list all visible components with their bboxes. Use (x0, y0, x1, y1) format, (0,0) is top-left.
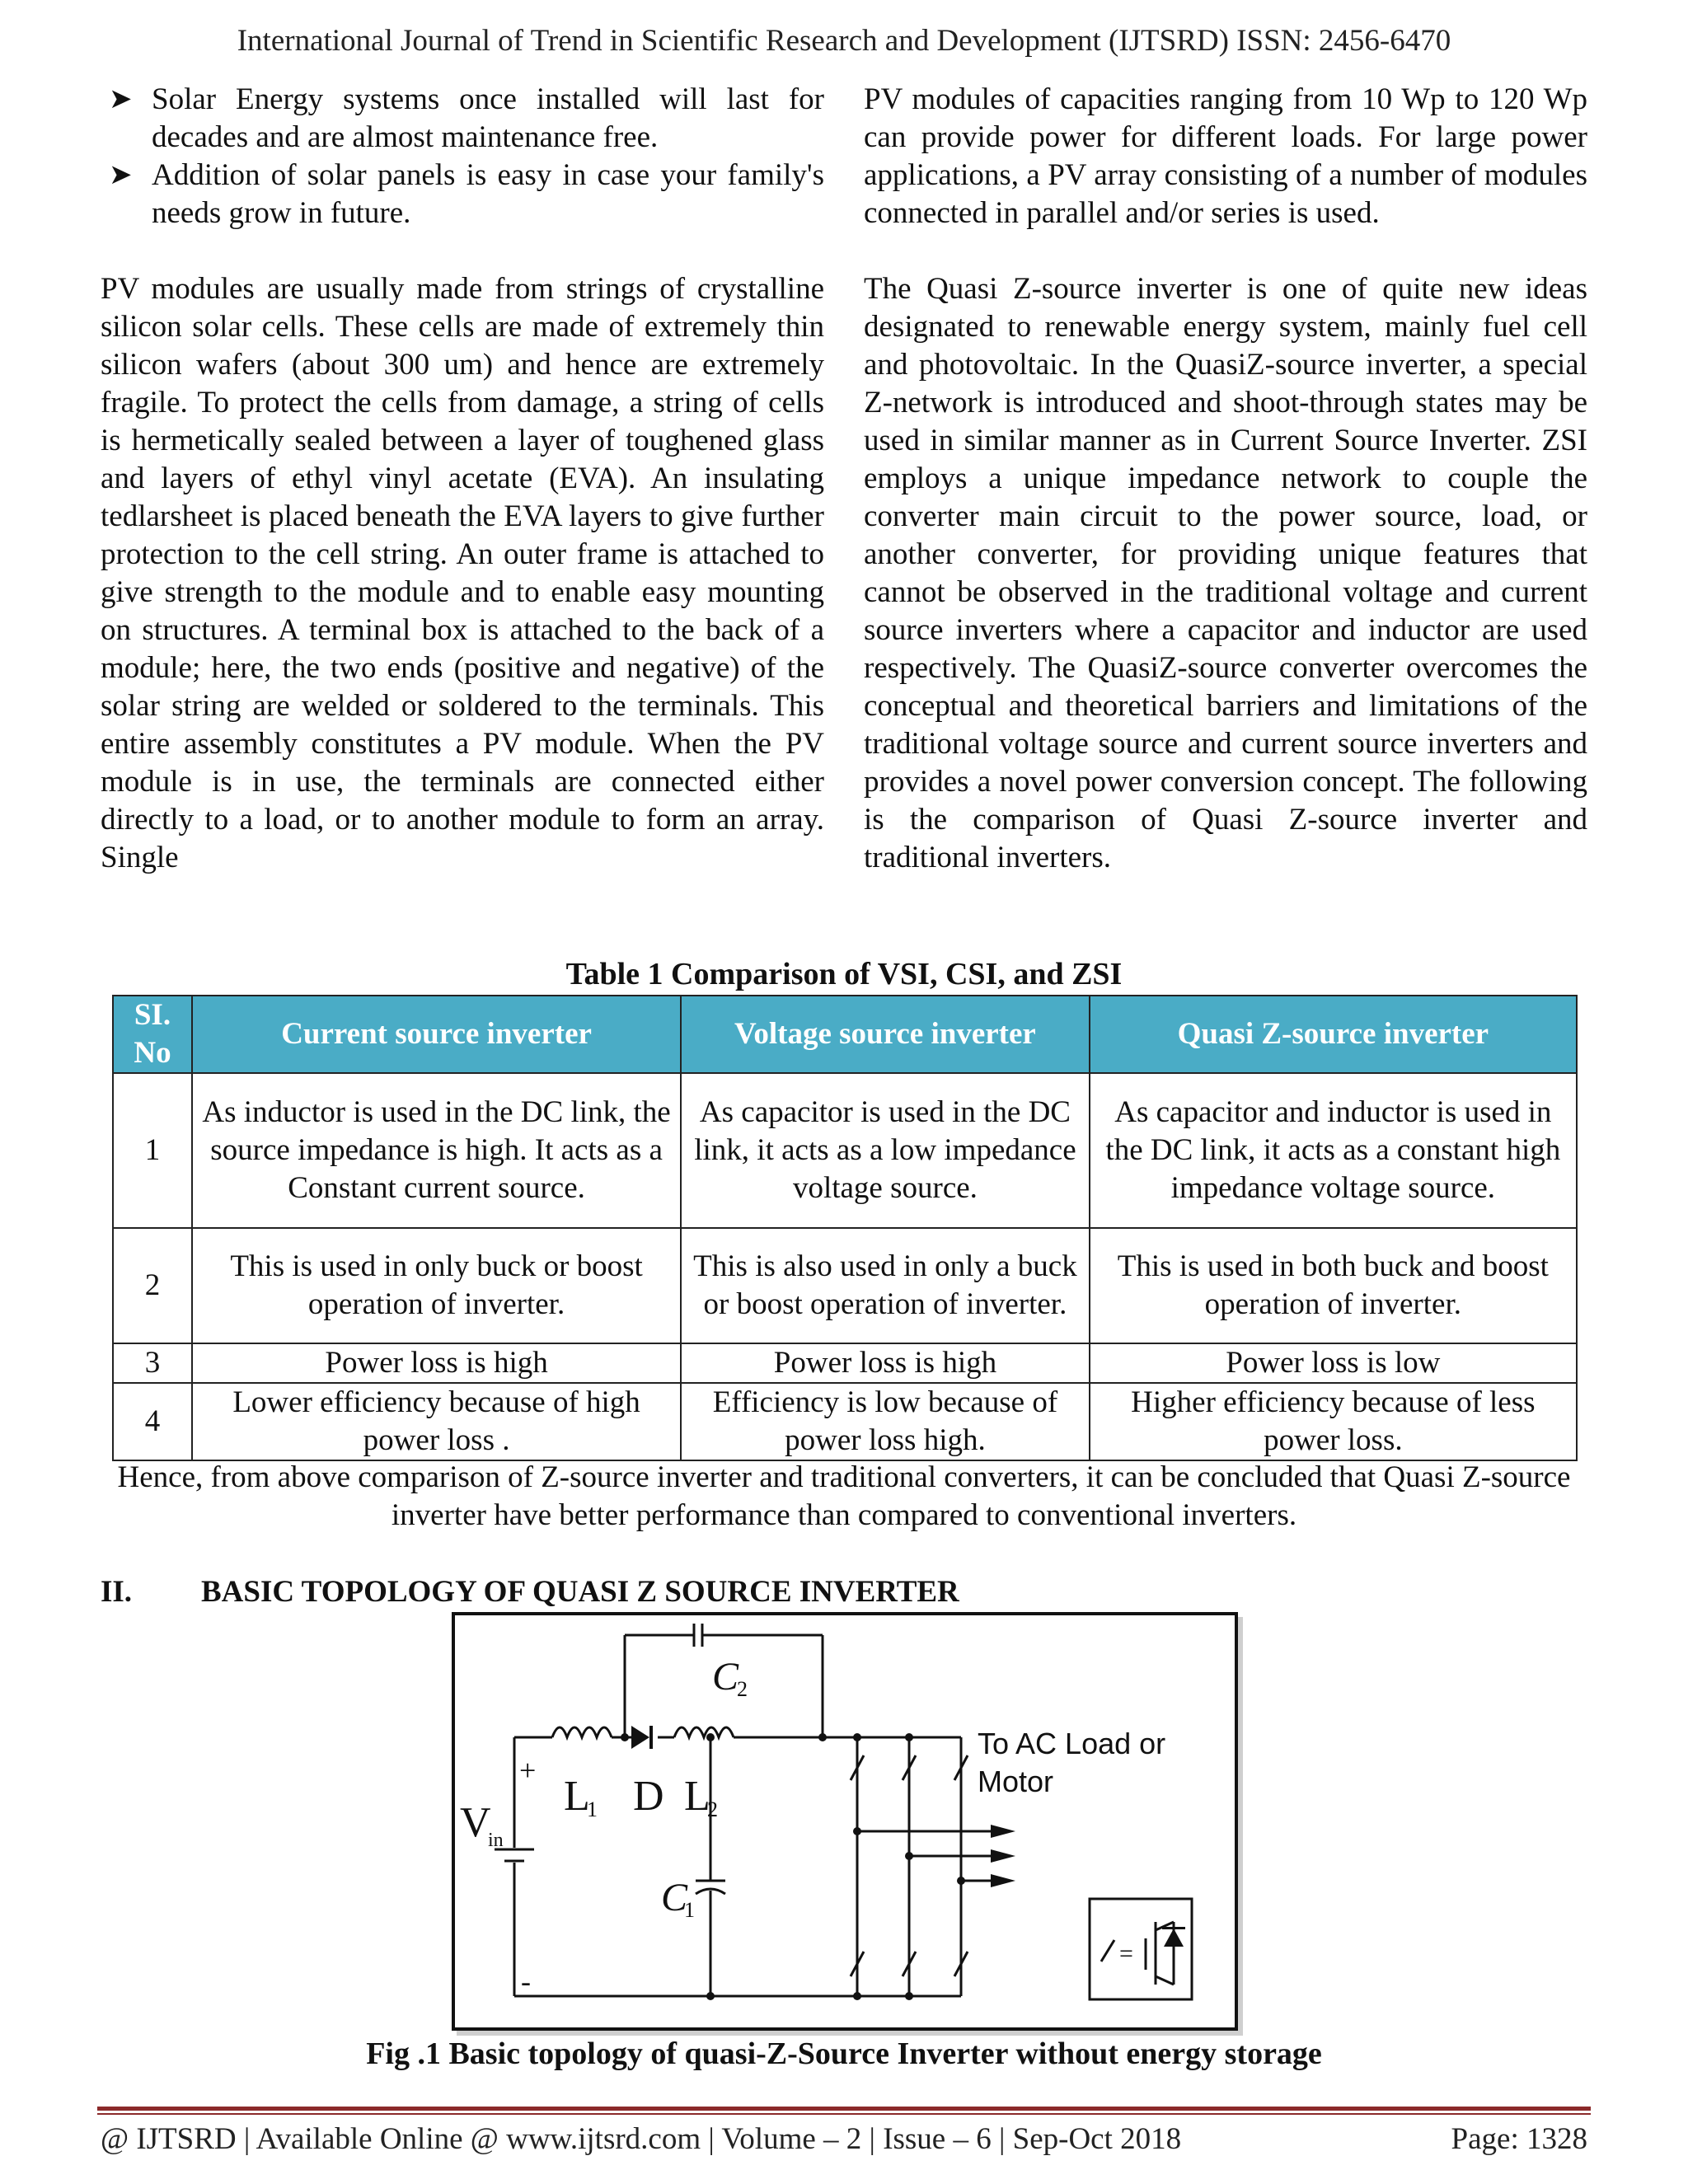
right-column (864, 81, 1587, 877)
footer-citation: @ IJTSRD | Available Online @ www.ijtsrd.com | Volume – 2 | Issue – 6 | Sep-Oct 2018 (101, 2122, 1182, 2156)
table-cell: 2 (113, 1228, 192, 1343)
table-cell: 1 (113, 1073, 192, 1228)
bullet-list (101, 81, 824, 232)
c1-label: C (661, 1876, 688, 1919)
c1-subscript: 1 (684, 1898, 695, 1922)
table-row (113, 1383, 1577, 1460)
table-caption: Table 1 Comparison of VSI, CSI, and ZSI (565, 957, 1123, 991)
table-row (113, 1343, 1577, 1383)
table-cell: As inductor is used in the DC link, the source impedance is high. It acts as a Constant current source. (192, 1073, 681, 1228)
diode-label: D (633, 1773, 664, 1820)
page-footer (101, 2121, 1587, 2157)
l2-label: L (684, 1773, 710, 1820)
vin-label: V (460, 1799, 491, 1846)
figure-caption: Fig .1 Basic topology of quasi-Z-Source Inverter without energy storage (366, 2036, 1322, 2071)
bullet-text: Addition of solar panels is easy in case your family's needs grow in future. (152, 158, 824, 230)
l1-label: L (564, 1773, 590, 1820)
footer-rule-thin (97, 2113, 1591, 2115)
header-csi: Current source inverter (192, 996, 681, 1073)
table-cell: 3 (113, 1343, 192, 1383)
arrow-bullet-icon: ➤ (109, 84, 133, 115)
table-row (113, 1228, 1577, 1343)
section-heading (101, 1574, 959, 1610)
pv-capacity-paragraph: PV modules of capacities ranging from 10 Wp to 120 Wp can provide power for different loads. For large power applications, a PV array consisting of a number of modules connected in parallel and/or series is used. (864, 82, 1587, 230)
pv-modules-paragraph: PV modules are usually made from strings of crystalline silicon solar cells. These cells are made of extremely thin silicon wafers (about 300 um) and hence are extremely fragile. To protect the cells from damage, a string of cells is hermetically sealed between a layer of toughened glass and layers of ethyl vinyl acetate (EVA). An insulating tedlarsheet is placed beneath the EVA layers to give further protection to the cell string. An outer frame is attached to give strength to the module and to enable easy mounting on structures. A terminal box is attached to the back of a module; here, the two ends (positive and negative) of the solar string are welded or soldered to the terminals. This entire assembly constitutes a PV module. When the PV module is in use, the terminals are connected either directly to a load, or to another module to form an array. Single (101, 272, 824, 874)
bullet-text: Solar Energy systems once installed will last for decades and are almost maintenance free. (152, 82, 824, 154)
table-header-row (113, 996, 1577, 1073)
l1-subscript: 1 (587, 1797, 598, 1821)
footer-rule (97, 2107, 1591, 2111)
header-sl-no: SI. No (113, 996, 192, 1073)
table-cell: Higher efficiency because of less power loss. (1090, 1383, 1577, 1460)
section-title: BASIC TOPOLOGY OF QUASI Z SOURCE INVERTER (201, 1575, 959, 1609)
plus-label: + (519, 1754, 537, 1787)
qzsi-circuit-figure (452, 1612, 1238, 2031)
quasi-z-paragraph: The Quasi Z-source inverter is one of quite new ideas designated to renewable energy system, mainly fuel cell and photovoltaic. In the QuasiZ-source inverter, a special Z-network is introduced and shoot-through states may be used in similar manner as in Current Source Inverter. ZSI employs a unique impedance network to couple the converter main circuit to the power source, load, or another converter, for providing unique features that cannot be observed in the traditional voltage and current source inverters where a capacitor and inductor are used respectively. The QuasiZ-source converter overcomes the conceptual and theoretical barriers and limitations of the traditional voltage source and current source inverters and provides a novel power conversion concept. The following is the comparison of Quasi Z-source inverter and traditional inverters. (864, 272, 1587, 874)
table-cell: Power loss is low (1090, 1343, 1577, 1383)
header-vsi: Voltage source inverter (681, 996, 1089, 1073)
journal-header: International Journal of Trend in Scientific Research and Development (IJTSRD) ISSN: 2456-6470 (237, 24, 1451, 58)
left-column (101, 81, 824, 877)
table-cell: As capacitor is used in the DC link, it acts as a low impedance voltage source. (681, 1073, 1089, 1228)
table-cell: As capacitor and inductor is used in the DC link, it acts as a constant high impedance voltage source. (1090, 1073, 1577, 1228)
arrow-bullet-icon: ➤ (109, 160, 133, 190)
load-label-line1: To AC Load or (978, 1727, 1166, 1760)
circuit-diagram (455, 1615, 1235, 2027)
table-cell: 4 (113, 1383, 192, 1460)
c2-subscript: 2 (737, 1677, 748, 1701)
load-label-line2: Motor (978, 1765, 1054, 1798)
table-cell: Lower efficiency because of high power loss . (192, 1383, 681, 1460)
conclusion-paragraph: Hence, from above comparison of Z-source inverter and traditional converters, it can be concluded that Quasi Z-source inverter have better performance than compared to conventional inverters. (117, 1460, 1571, 1532)
table-row (113, 1073, 1577, 1228)
minus-label: - (521, 1965, 531, 1998)
vin-subscript: in (488, 1830, 504, 1851)
comparison-table (112, 995, 1578, 1461)
list-item (101, 81, 824, 157)
section-number: II. (101, 1575, 133, 1609)
list-item (101, 157, 824, 232)
table-cell: Efficiency is low because of power loss high. (681, 1383, 1089, 1460)
table-cell: This is used in both buck and boost operation of inverter. (1090, 1228, 1577, 1343)
table-cell: Power loss is high (192, 1343, 681, 1383)
svg-text:=: = (1119, 1940, 1133, 1967)
table-cell: This is used in only buck or boost operation of inverter. (192, 1228, 681, 1343)
page-number: Page: 1328 (1451, 2122, 1587, 2156)
table-cell: This is also used in only a buck or boost operation of inverter. (681, 1228, 1089, 1343)
l2-subscript: 2 (707, 1797, 718, 1821)
table-cell: Power loss is high (681, 1343, 1089, 1383)
c2-label: C (712, 1655, 739, 1699)
header-qzsi: Quasi Z-source inverter (1090, 996, 1577, 1073)
